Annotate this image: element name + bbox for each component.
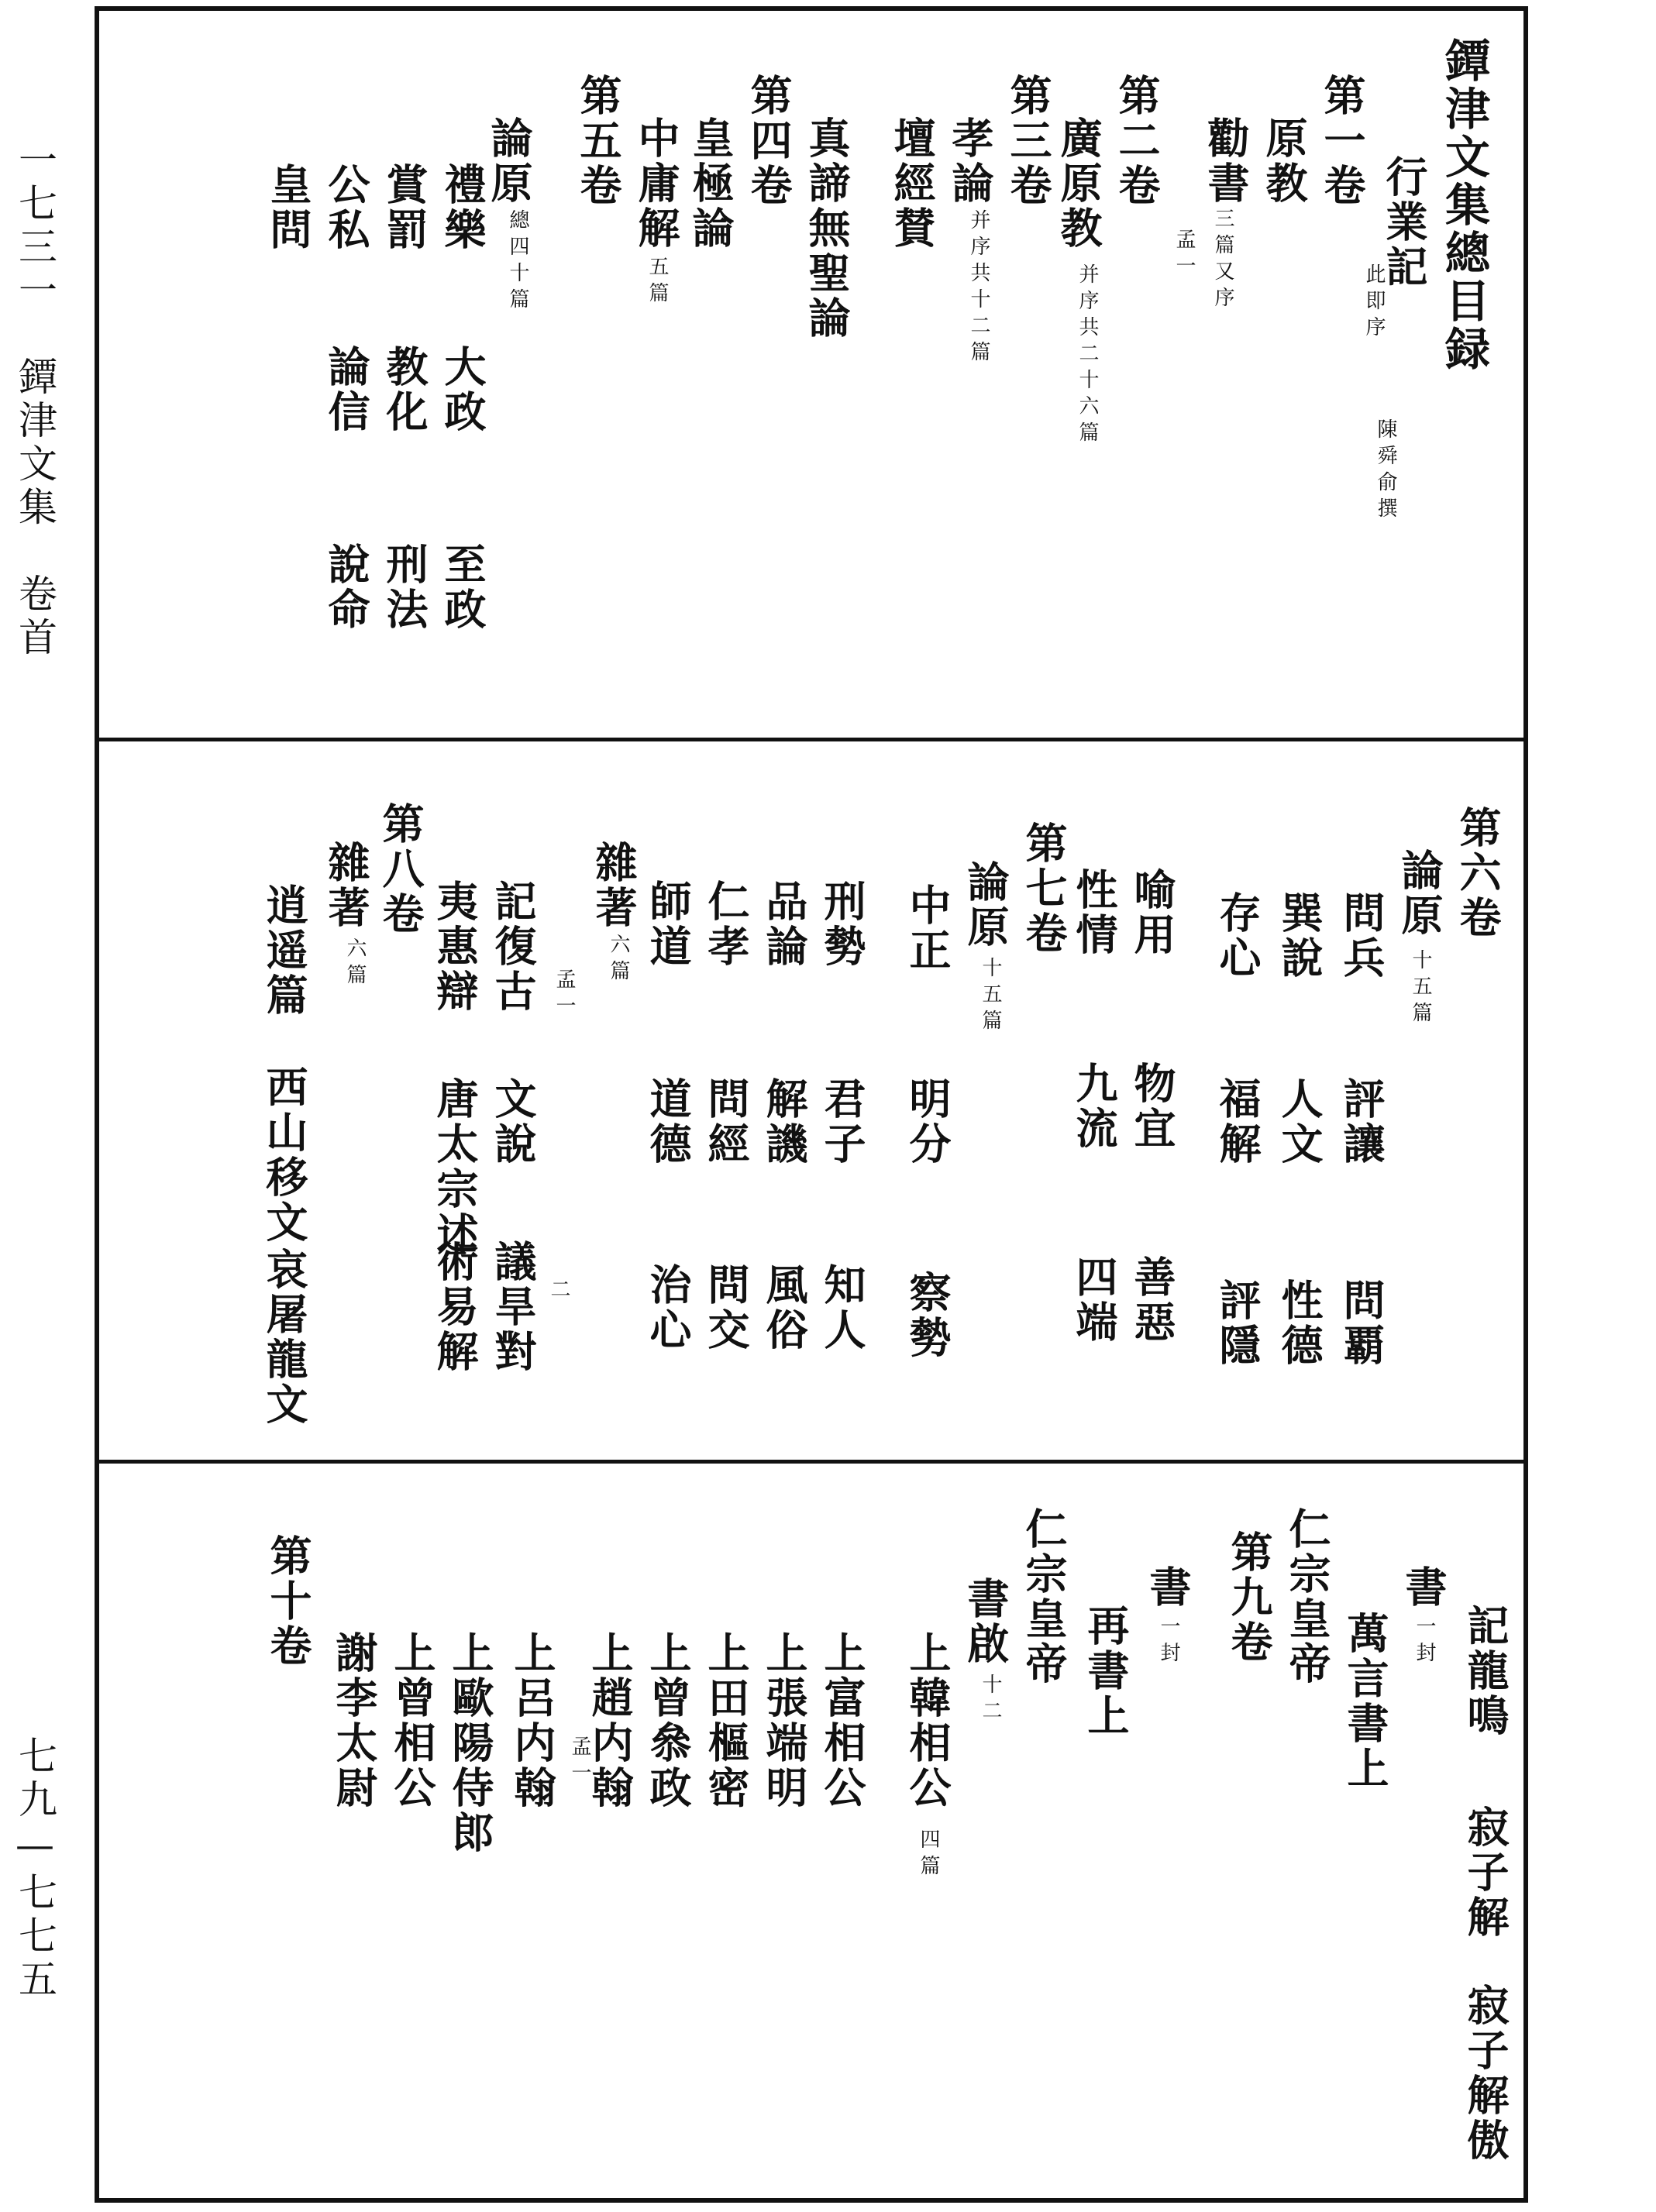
toc-entry: 上田樞密: [701, 1631, 751, 1811]
margin-page-number: 七九—七七五: [12, 1736, 57, 2002]
toc-note: 六篇: [607, 934, 630, 986]
toc-entry: 論原: [961, 860, 1010, 950]
toc-entry: 廣原教: [1054, 116, 1103, 251]
toc-entry: 文說: [488, 1077, 538, 1167]
toc-entry: 喻用: [1128, 868, 1177, 958]
toc-entry: 真諦無聖論: [802, 116, 852, 341]
toc-entry: 唐太宗述: [430, 1077, 480, 1257]
toc-entry: 書: [1143, 1565, 1193, 1610]
toc-entry: 哀屠龍文: [260, 1247, 309, 1427]
toc-note: 一封: [1157, 1615, 1180, 1668]
toc-entry: 至政: [438, 542, 487, 632]
toc-entry: 上張端明: [759, 1631, 809, 1811]
toc-author: 陳舜俞撰: [1374, 418, 1397, 524]
toc-entry: 再書上: [1081, 1604, 1131, 1739]
toc-entry: 性情: [1069, 868, 1119, 958]
toc-entry: 仁宗皇帝: [1019, 1507, 1069, 1687]
toc-entry: 四端: [1069, 1255, 1119, 1345]
toc-entry: 雜著: [322, 841, 371, 931]
panel-divider-1: [95, 738, 1528, 741]
toc-entry: 寂子解: [1461, 1805, 1510, 1940]
toc-entry: 善惡: [1128, 1255, 1177, 1345]
toc-entry: 皇極論: [686, 116, 735, 251]
toc-entry: 君子: [818, 1077, 867, 1167]
toc-entry: 壇經賛: [887, 116, 937, 251]
toc-entry: 皇問: [263, 163, 313, 253]
toc-entry: 原教: [1259, 116, 1309, 206]
toc-note: 十五篇: [1409, 949, 1432, 1028]
toc-note: 三篇又序: [1211, 208, 1234, 313]
toc-entry: 察勢: [903, 1271, 952, 1361]
toc-entry: 西山移文: [260, 1065, 309, 1245]
toc-entry: 勸書: [1201, 116, 1251, 206]
toc-entry: 知人: [818, 1263, 867, 1353]
toc-entry: 上歐陽侍郎: [446, 1631, 495, 1856]
document-title: 鐔津文集總目録: [1437, 37, 1490, 373]
toc-entry: 上趙内翰: [585, 1631, 635, 1811]
toc-note: 總四十篇: [506, 209, 529, 315]
volume-heading: 第四卷: [744, 74, 794, 208]
toc-entry: 萬言書上: [1341, 1612, 1390, 1791]
toc-entry: 論信: [322, 345, 371, 435]
toc-note: 六篇: [343, 937, 367, 990]
toc-entry: 上曾相公: [387, 1631, 437, 1811]
toc-entry: 人文: [1275, 1077, 1324, 1167]
toc-note: 四篇: [917, 1828, 940, 1881]
toc-entry: 行業記: [1379, 155, 1429, 290]
toc-entry: 治心: [643, 1263, 693, 1353]
volume-heading: 第二卷: [1112, 74, 1162, 208]
toc-note: 五篇: [646, 256, 669, 308]
toc-entry: 中正: [903, 883, 952, 973]
toc-note: 并序共十二篇: [967, 209, 990, 367]
toc-entry: 術易解: [430, 1240, 480, 1374]
toc-entry: 寂子解傲: [1461, 1983, 1510, 2163]
toc-note: 二: [547, 1278, 570, 1305]
toc-entry: 說命: [322, 542, 371, 632]
toc-entry: 福解: [1213, 1077, 1262, 1167]
toc-note: 十二: [979, 1674, 1002, 1726]
margin-header: 一七三一 鐔津文集 卷首: [12, 139, 57, 660]
toc-note: 孟一: [1172, 229, 1196, 281]
toc-entry: 問經: [701, 1077, 751, 1167]
toc-entry: 明分: [903, 1077, 952, 1167]
volume-heading: 第八卷: [376, 802, 425, 937]
toc-entry: 師道: [643, 879, 693, 969]
toc-entry: 刑法: [380, 542, 429, 632]
toc-entry: 巽說: [1275, 891, 1324, 981]
toc-entry: 風俗: [759, 1263, 809, 1353]
toc-entry: 記復古: [488, 879, 538, 1014]
toc-note: 孟一: [553, 968, 576, 1021]
toc-entry: 存心: [1213, 891, 1262, 981]
volume-heading: 第七卷: [1019, 821, 1069, 956]
volume-heading: 第六卷: [1453, 806, 1503, 941]
toc-entry: 解譏: [759, 1077, 809, 1167]
toc-entry: 教化: [380, 345, 429, 435]
toc-entry: 公私: [322, 163, 371, 253]
volume-heading: 第三卷: [1004, 74, 1053, 208]
toc-entry: 問交: [701, 1263, 751, 1353]
toc-note: 一封: [1413, 1615, 1436, 1668]
toc-entry: 記龍鳴: [1461, 1604, 1510, 1739]
toc-entry: 評隱: [1213, 1278, 1262, 1368]
toc-entry: 刑勢: [818, 879, 867, 969]
toc-note: 此即序: [1362, 263, 1386, 342]
toc-entry: 問兵: [1337, 891, 1386, 981]
toc-entry: 論原: [1395, 848, 1444, 938]
toc-entry: 中庸解: [632, 116, 681, 251]
toc-entry: 夷惠辯: [430, 879, 480, 1014]
toc-entry: 上曾叅政: [643, 1631, 693, 1811]
toc-entry: 禮樂: [438, 163, 487, 253]
toc-entry: 性德: [1275, 1278, 1324, 1368]
toc-entry: 九流: [1069, 1061, 1119, 1151]
toc-entry: 上富相公: [818, 1631, 867, 1811]
toc-entry: 孝論: [945, 116, 995, 206]
toc-entry: 大政: [438, 345, 487, 435]
toc-entry: 品論: [759, 879, 809, 969]
toc-note: 十五篇: [979, 957, 1002, 1036]
toc-entry: 問覇: [1337, 1278, 1386, 1368]
toc-entry: 上呂内翰: [508, 1631, 557, 1811]
panel-divider-2: [95, 1460, 1528, 1464]
toc-entry: 賞罰: [380, 163, 429, 253]
volume-heading: 第十卷: [263, 1534, 313, 1669]
toc-entry: 物宜: [1128, 1061, 1177, 1151]
toc-entry: 上韓相公: [903, 1631, 952, 1811]
toc-entry: 仁孝: [701, 879, 751, 969]
toc-entry: 論原: [484, 116, 534, 206]
toc-entry: 書: [1399, 1565, 1448, 1610]
toc-entry: 仁宗皇帝: [1282, 1507, 1332, 1687]
toc-entry: 評讓: [1337, 1077, 1386, 1167]
toc-note: 并序共二十六篇: [1076, 263, 1099, 448]
toc-entry: 議旱對: [488, 1240, 538, 1374]
toc-entry: 謝李太尉: [329, 1631, 379, 1811]
volume-heading: 第五卷: [573, 74, 623, 208]
toc-entry: 逍遥篇: [260, 883, 309, 1018]
volume-heading: 第一卷: [1317, 74, 1367, 208]
toc-entry: 書啟: [961, 1577, 1010, 1667]
toc-entry: 道德: [643, 1077, 693, 1167]
toc-note: 孟一: [568, 1736, 591, 1788]
volume-heading: 第九卷: [1224, 1530, 1274, 1665]
toc-entry: 雜著: [589, 841, 639, 931]
